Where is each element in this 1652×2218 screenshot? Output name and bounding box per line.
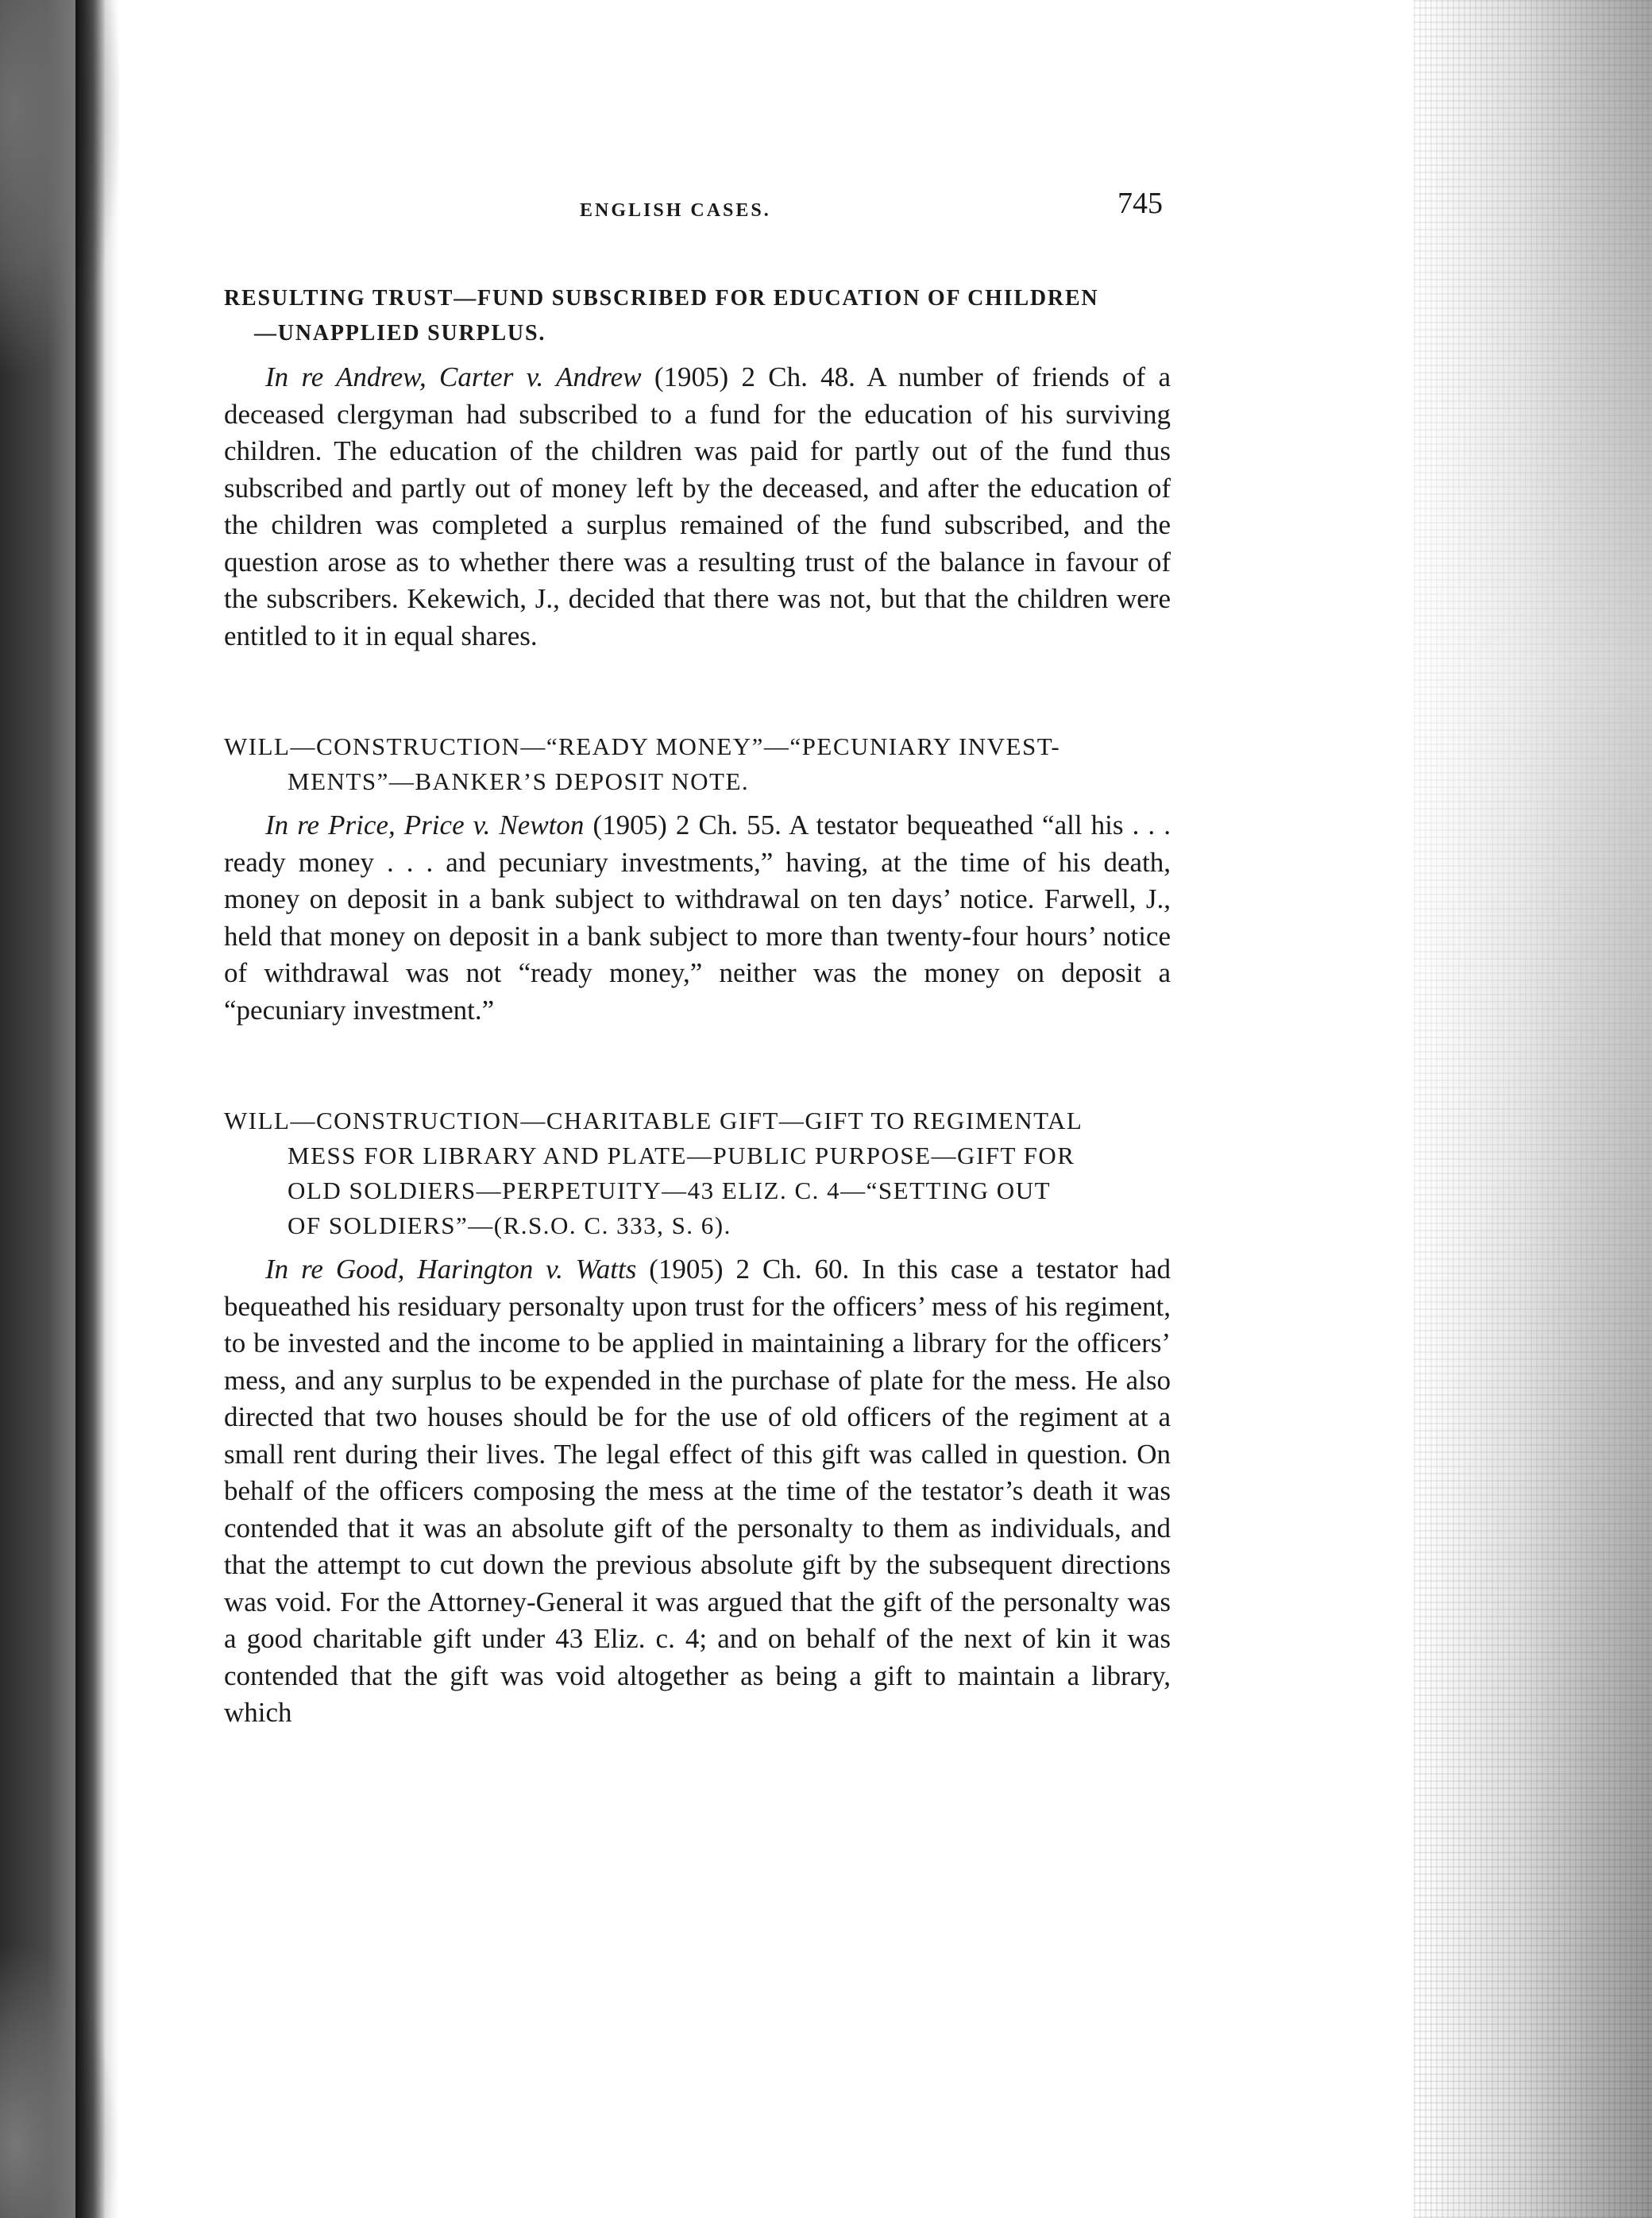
case-body: A number of friends of a deceased clergyman had subscribed to a fund for the education of his surviving children. The education of the children was paid for partly out of the fund thus subscribed and partly out of money left by the deceased, and after the education of the children was completed a surplus remained of the fund subscribed, and the question arose as to whether there was a resulting trust of the balance in favour of the subscribers. Kekewich, J., decided that there was not, but that the children were entitled to it in equal shares.	[224, 361, 1171, 651]
case-reference: (1905) 2 Ch. 60.	[636, 1254, 863, 1285]
scan-binding-shadow	[75, 0, 106, 2218]
case-reference: (1905) 2 Ch. 48.	[641, 361, 867, 392]
case-section-good	[224, 1103, 1171, 1732]
section-heading	[224, 729, 1171, 799]
case-body: A testator bequeathed “all his . . . ready money . . . and pecuniary investments,” having, at the time of his death, money on deposit in a bank subject to withdrawal on ten days’ notice. Farwell, J., held that money on deposit in a bank subject to more than twenty-four hours’ notice of withdrawal was not “ready money,” neither was the money on deposit a “pecuniary investment.”	[224, 810, 1171, 1026]
heading-line: MESS FOR LIBRARY AND PLATE—PUBLIC PURPOSE—GIFT FOR	[288, 1142, 1075, 1169]
heading-line: OLD SOLDIERS—PERPETUITY—43 ELIZ. C. 4—“SETTING OUT	[288, 1177, 1052, 1204]
section-heading	[224, 281, 1171, 351]
case-section-price	[224, 729, 1171, 1029]
heading-line: RESULTING TRUST—FUND SUBSCRIBED FOR EDUCATION OF CHILDREN	[224, 286, 1099, 311]
case-paragraph	[224, 807, 1171, 1029]
running-header	[224, 181, 1171, 237]
heading-line: —UNAPPLIED SURPLUS.	[254, 321, 546, 346]
case-paragraph	[224, 1251, 1171, 1732]
case-citation: In re Good, Harington v. Watts	[265, 1254, 637, 1285]
case-body: In this case a testator had bequeathed his residuary personalty upon trust for the officers’ mess of his regiment, to be invested and the income to be applied in maintaining a library for the officers’ mess, and any surplus to be expended in the purchase of plate for the mess. He also directed that two houses should be for the use of old officers of the regiment at a small rent during their lives. The legal effect of this gift was called in question. On behalf of the officers composing the mess at the time of the testator’s death it was contended that it was an absolute gift of the personalty to them as individuals, and that the attempt to cut down the previous absolute gift by the subsequent directions was void. For the Attorney-General it was argued that the gift of the personalty was a good charitable gift under 43 Eliz. c. 4; and on behalf of the next of kin it was contended that the gift was void altogether as being a gift to maintain a library, which	[224, 1254, 1171, 1728]
case-reference: (1905) 2 Ch. 55.	[584, 810, 789, 840]
page-number: 745	[1117, 187, 1163, 220]
heading-line: WILL—CONSTRUCTION—“READY MONEY”—“PECUNIARY INVEST-	[224, 732, 1061, 760]
heading-line: OF SOLDIERS”—(R.S.O. C. 333, S. 6).	[288, 1211, 731, 1239]
case-paragraph	[224, 359, 1171, 655]
heading-line: MENTS”—BANKER’S DEPOSIT NOTE.	[288, 767, 750, 795]
case-section-andrew	[224, 281, 1171, 655]
scan-right-edge-fade	[1414, 0, 1652, 2218]
section-heading	[224, 1103, 1171, 1243]
heading-line: WILL—CONSTRUCTION—CHARITABLE GIFT—GIFT TO REGIMENTAL	[224, 1107, 1083, 1134]
book-page	[224, 181, 1171, 1732]
case-citation: In re Price, Price v. Newton	[265, 810, 585, 840]
running-title: ENGLISH CASES.	[580, 200, 771, 221]
case-citation: In re Andrew, Carter v. Andrew	[265, 361, 642, 392]
